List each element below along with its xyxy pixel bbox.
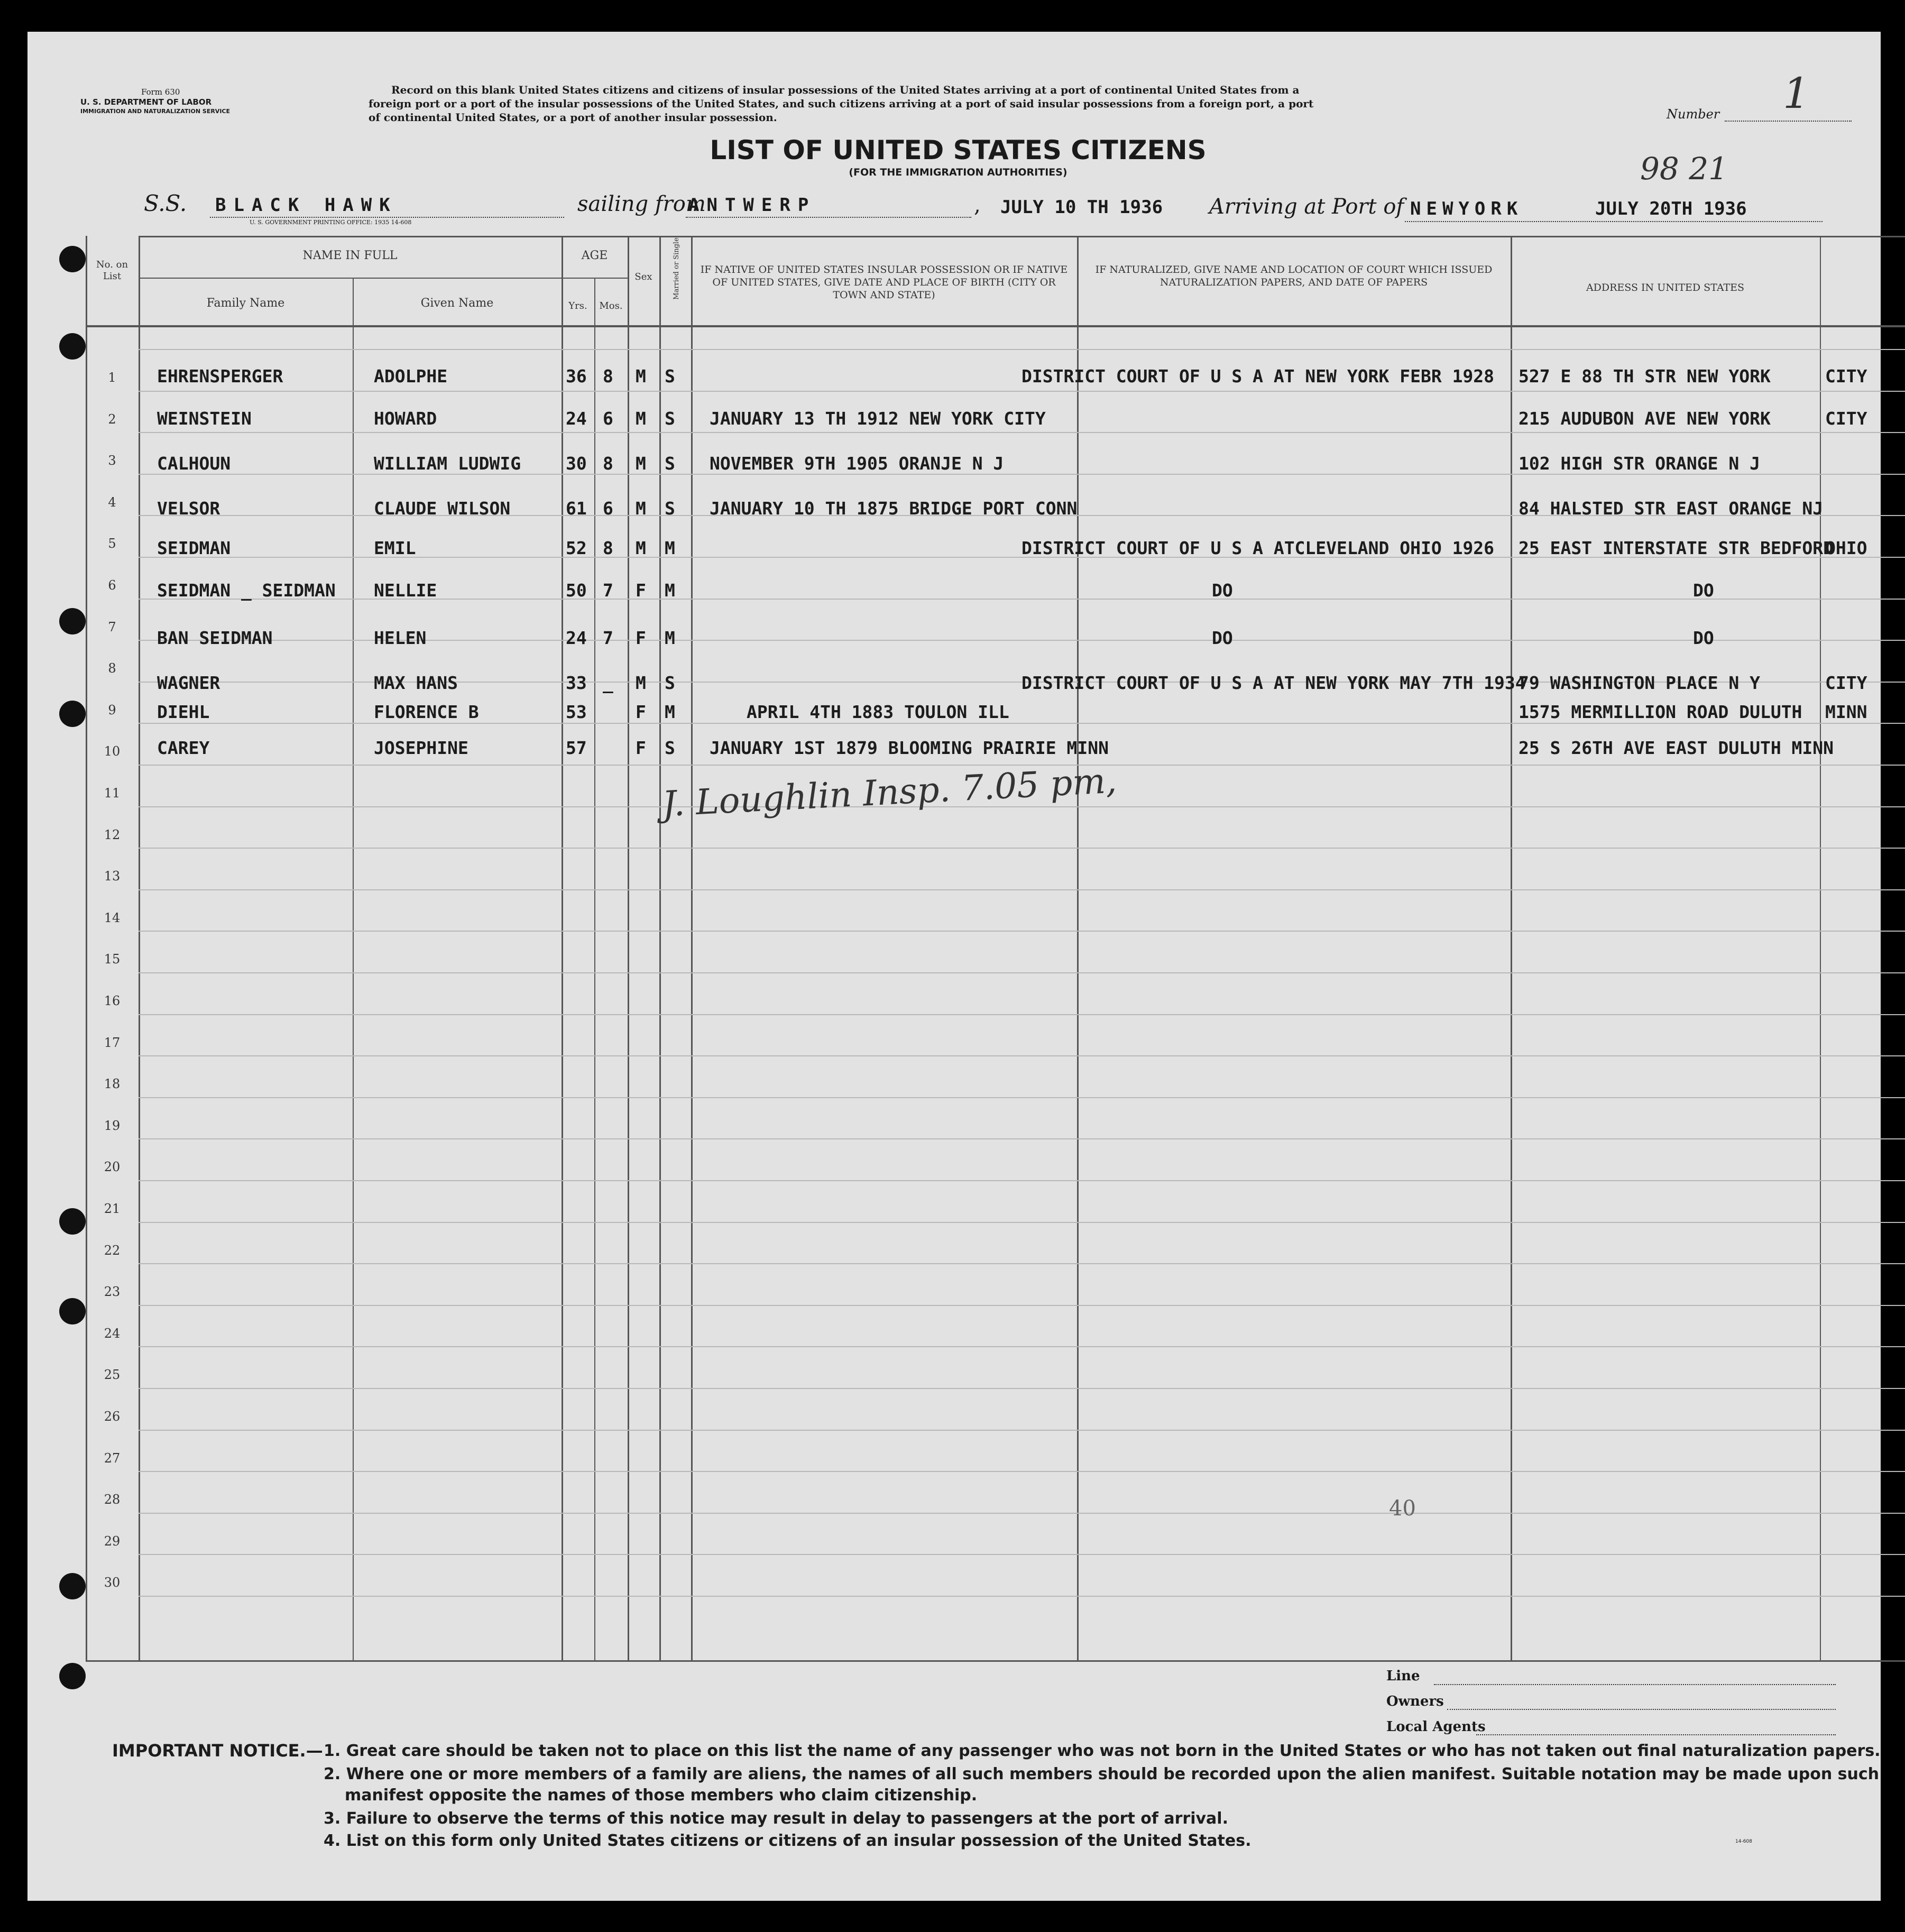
- marital-status-cell: S: [665, 738, 675, 758]
- birthplace-cell: APRIL 4TH 1883 TOULON ILL: [747, 702, 1009, 722]
- ruled-line: [139, 1430, 1905, 1431]
- sex-cell: M: [636, 538, 646, 558]
- ruled-line: [139, 1305, 1905, 1306]
- age-months-cell: 8: [603, 453, 613, 474]
- punch-hole: [59, 246, 86, 272]
- notice-item-1: 1. Great care should be taken not to place on this list the name of any passenger who was not born in the United States or who has not taken out final naturalization papers.: [324, 1742, 1881, 1760]
- ruled-line: [139, 1388, 1905, 1389]
- printing-office: U. S. GOVERNMENT PRINTING OFFICE: 1935 14-608: [250, 219, 412, 226]
- punch-hole: [59, 1298, 86, 1324]
- owners-field: [1447, 1709, 1836, 1710]
- arriving-label: Arriving at Port of: [1209, 195, 1404, 219]
- birthplace-cell: JANUARY 1ST 1879 BLOOMING PRAIRIE MINN: [710, 738, 1109, 758]
- local-agents-label: Local Agents: [1386, 1719, 1486, 1735]
- address-city-cell: MINN: [1825, 702, 1867, 722]
- age-years-cell: 33: [566, 673, 587, 693]
- ruled-line: [139, 1180, 1905, 1181]
- row-number: 18: [104, 1077, 121, 1092]
- form-number: Form 630: [141, 87, 180, 97]
- sex-cell: M: [636, 673, 646, 693]
- given-name-cell: HOWARD: [374, 408, 437, 429]
- row-number: 2: [108, 411, 116, 427]
- family-name-cell: CAREY: [157, 738, 210, 758]
- col-divider: [659, 236, 661, 1660]
- row-number: 20: [104, 1160, 121, 1175]
- row-number: 16: [104, 993, 121, 1008]
- address-cell: 215 AUDUBON AVE NEW YORK: [1519, 408, 1771, 429]
- naturalization-court-cell: DISTRICT COURT OF U S A AT NEW YORK MAY 7TH 1934: [1021, 673, 1526, 693]
- family-name-cell: VELSOR: [157, 498, 220, 519]
- age-years-cell: 24: [566, 408, 587, 429]
- age-years-cell: 57: [566, 738, 587, 758]
- punch-hole: [59, 333, 86, 360]
- row-number: 7: [108, 619, 116, 634]
- row-number: 28: [104, 1492, 121, 1507]
- name-subheader-line: [139, 278, 562, 279]
- stamp-number: 40: [1389, 1496, 1416, 1521]
- col-divider: [139, 236, 140, 1660]
- owners-label: Owners: [1386, 1694, 1444, 1709]
- address-city-cell: OHIO: [1825, 538, 1867, 558]
- address-cell: DO: [1693, 628, 1714, 648]
- age-months-cell: 8: [603, 538, 613, 558]
- notice-item-2b: manifest opposite the names of those members who claim citizenship.: [345, 1786, 978, 1805]
- ruled-line: [139, 1263, 1905, 1264]
- manifest-sheet: [27, 32, 1881, 1901]
- age-years-cell: 30: [566, 453, 587, 474]
- ruled-line: [139, 432, 1905, 433]
- date-to: JULY 20TH 1936: [1595, 198, 1747, 219]
- col-divider: [594, 278, 595, 1660]
- age-months-cell: _: [603, 673, 613, 693]
- ruled-line: [139, 889, 1905, 890]
- header-naturalized: IF NATURALIZED, GIVE NAME AND LOCATION OF COURT WHICH ISSUED NATURALIZATION PAPERS, AND DATE OF PAPERS: [1095, 264, 1493, 288]
- family-name-cell: WEINSTEIN: [157, 408, 252, 429]
- sex-cell: F: [636, 580, 646, 601]
- line-field: [1434, 1684, 1836, 1685]
- row-number: 11: [104, 786, 121, 801]
- header-yrs: Yrs.: [568, 300, 587, 311]
- col-divider: [1077, 236, 1079, 1660]
- header-mos: Mos.: [599, 300, 623, 311]
- ruled-line: [139, 1014, 1905, 1015]
- family-name-cell: CALHOUN: [157, 453, 231, 474]
- age-years-cell: 53: [566, 702, 587, 722]
- port-to-underline: [1405, 221, 1823, 222]
- given-name-cell: MAX HANS: [374, 673, 458, 693]
- col-divider: [562, 236, 563, 1660]
- age-months-cell: 8: [603, 366, 613, 387]
- row-number: 26: [104, 1409, 121, 1424]
- row-number: 21: [104, 1201, 121, 1216]
- given-name-cell: JOSEPHINE: [374, 738, 468, 758]
- local-agents-field: [1476, 1734, 1836, 1735]
- naturalization-court-cell: DO: [1212, 580, 1233, 601]
- sex-cell: F: [636, 738, 646, 758]
- header-address: ADDRESS IN UNITED STATES: [1586, 282, 1745, 293]
- ruled-line: [139, 1222, 1905, 1223]
- header-birth: IF NATIVE OF UNITED STATES INSULAR POSSESSION OR IF NATIVE OF UNITED STATES, GIVE DATE AND PLACE OF BIRTH (CITY OR TOWN AND STATE): [700, 264, 1068, 301]
- header-given-name: Given Name: [420, 297, 494, 310]
- address-cell: 1575 MERMILLION ROAD DULUTH: [1519, 702, 1802, 722]
- notice-item-4: 4. List on this form only United States citizens or citizens of an insular possession of the United States.: [324, 1832, 1251, 1850]
- header-no-on-list: No. on List: [96, 259, 128, 282]
- address-cell: 527 E 88 TH STR NEW YORK: [1519, 366, 1771, 387]
- ship-label: S.S.: [144, 190, 187, 216]
- header-sex: Sex: [634, 271, 652, 282]
- number-underline: [1725, 121, 1852, 122]
- col-divider: [1511, 236, 1512, 1660]
- row-number: 27: [104, 1450, 121, 1466]
- header-bottom-border: [86, 325, 1905, 327]
- ruled-line: [139, 723, 1905, 724]
- naturalization-court-cell: DO: [1212, 628, 1233, 648]
- instructions-line-3: of continental United States, or a port of another insular possession.: [369, 111, 777, 124]
- port-from-underline: [686, 217, 971, 218]
- marital-status-cell: M: [665, 702, 675, 722]
- family-name-cell: SEIDMAN _ SEIDMAN: [157, 580, 336, 601]
- sex-cell: M: [636, 453, 646, 474]
- given-name-cell: FLORENCE B: [374, 702, 479, 722]
- row-number: 3: [108, 453, 116, 468]
- row-number: 4: [108, 494, 116, 510]
- table-bottom-border: [86, 1660, 1905, 1662]
- sheet-reference: 98 21: [1640, 151, 1728, 187]
- family-name-cell: SEIDMAN: [157, 538, 231, 558]
- row-number: 10: [104, 744, 121, 759]
- sex-cell: F: [636, 702, 646, 722]
- marital-status-cell: S: [665, 673, 675, 693]
- ruled-line: [139, 1596, 1905, 1597]
- row-number: 8: [108, 661, 116, 676]
- address-cell: 84 HALSTED STR EAST ORANGE NJ: [1519, 498, 1824, 519]
- punch-hole: [59, 1573, 86, 1599]
- ruled-line: [139, 972, 1905, 973]
- sex-cell: M: [636, 408, 646, 429]
- ruled-line: [139, 474, 1905, 475]
- header-married-single: Married or Single: [673, 237, 680, 300]
- port-from: ANTWERP: [688, 195, 816, 216]
- family-name-cell: BAN SEIDMAN: [157, 628, 273, 648]
- ruled-line: [139, 349, 1905, 350]
- header-age: AGE: [581, 249, 608, 262]
- col-divider: [353, 278, 354, 1660]
- sex-cell: F: [636, 628, 646, 648]
- page-title: LIST OF UNITED STATES CITIZENS: [710, 135, 1207, 165]
- punch-hole: [59, 701, 86, 727]
- ruled-line: [139, 1346, 1905, 1347]
- row-number: 5: [108, 536, 116, 551]
- family-name-cell: EHRENSPERGER: [157, 366, 283, 387]
- address-cell: DO: [1693, 580, 1714, 601]
- sex-cell: M: [636, 498, 646, 519]
- row-number: 29: [104, 1533, 121, 1549]
- marital-status-cell: S: [665, 453, 675, 474]
- given-name-cell: ADOLPHE: [374, 366, 448, 387]
- birthplace-cell: JANUARY 10 TH 1875 BRIDGE PORT CONN: [710, 498, 1078, 519]
- address-city-cell: CITY: [1825, 366, 1867, 387]
- ruled-line: [139, 1097, 1905, 1098]
- row-number: 24: [104, 1326, 121, 1341]
- age-years-cell: 52: [566, 538, 587, 558]
- age-years-cell: 24: [566, 628, 587, 648]
- row-number: 22: [104, 1243, 121, 1258]
- punch-hole: [59, 608, 86, 634]
- given-name-cell: WILLIAM LUDWIG: [374, 453, 521, 474]
- instructions-line-1: Record on this blank United States citizens and citizens of insular possessions of the United States arriving at a port of continental United States from a: [391, 84, 1300, 96]
- age-months-cell: 6: [603, 498, 613, 519]
- ruled-line: [139, 1513, 1905, 1514]
- ship-underline: [210, 217, 564, 218]
- given-name-cell: NELLIE: [374, 580, 437, 601]
- form-department: U. S. DEPARTMENT OF LABOR: [80, 97, 212, 107]
- marital-status-cell: S: [665, 498, 675, 519]
- table-top-border: [139, 236, 1905, 237]
- marital-status-cell: S: [665, 408, 675, 429]
- header-name-in-full: NAME IN FULL: [302, 249, 398, 262]
- birthplace-cell: JANUARY 13 TH 1912 NEW YORK CITY: [710, 408, 1046, 429]
- col-divider: [691, 236, 693, 1660]
- comma: ,: [974, 193, 981, 217]
- page-subtitle: (FOR THE IMMIGRATION AUTHORITIES): [849, 167, 1067, 178]
- inspector-signature: J. Loughlin Insp. 7.05 pm,: [661, 760, 1118, 825]
- sex-cell: M: [636, 366, 646, 387]
- row-number: 12: [104, 827, 121, 842]
- address-city-cell: CITY: [1825, 673, 1867, 693]
- notice-heading: IMPORTANT NOTICE.—: [112, 1741, 323, 1761]
- given-name-cell: HELEN: [374, 628, 427, 648]
- port-to: NEWYORK: [1410, 198, 1523, 219]
- address-cell: 25 S 26TH AVE EAST DULUTH MINN: [1519, 738, 1834, 758]
- row-number: 15: [104, 952, 121, 967]
- address-city-cell: CITY: [1825, 408, 1867, 429]
- family-name-cell: DIEHL: [157, 702, 210, 722]
- marital-status-cell: M: [665, 628, 675, 648]
- header-family-name: Family Name: [206, 297, 285, 310]
- footer-code: 14-608: [1735, 1839, 1752, 1844]
- sailing-label: sailing from: [577, 192, 706, 216]
- address-cell: 25 EAST INTERSTATE STR BEDFORD: [1519, 538, 1834, 558]
- address-cell: 102 HIGH STR ORANGE N J: [1519, 453, 1760, 474]
- address-cell: 79 WASHINGTON PLACE N Y: [1519, 673, 1760, 693]
- ship-name: BLACK HAWK: [215, 195, 398, 216]
- age-years-cell: 50: [566, 580, 587, 601]
- age-years-cell: 36: [566, 366, 587, 387]
- age-months-cell: 7: [603, 580, 613, 601]
- naturalization-court-cell: DISTRICT COURT OF U S A ATCLEVELAND OHIO 1926: [1021, 538, 1495, 558]
- row-number: 23: [104, 1284, 121, 1300]
- row-number: 17: [104, 1035, 121, 1050]
- col-divider: [1820, 236, 1821, 1660]
- row-number: 14: [104, 910, 121, 925]
- punch-hole: [59, 1208, 86, 1235]
- punch-hole: [59, 1663, 86, 1689]
- ruled-line: [139, 1471, 1905, 1472]
- family-name-cell: WAGNER: [157, 673, 220, 693]
- age-months-cell: 7: [603, 628, 613, 648]
- given-name-cell: CLAUDE WILSON: [374, 498, 511, 519]
- age-years-cell: 61: [566, 498, 587, 519]
- date-from: JULY 10 TH 1936: [1000, 197, 1163, 218]
- ruled-line: [139, 806, 1905, 807]
- ruled-line: [139, 848, 1905, 849]
- birthplace-cell: NOVEMBER 9TH 1905 ORANJE N J: [710, 453, 1004, 474]
- row-number: 25: [104, 1367, 121, 1383]
- ruled-line: [139, 931, 1905, 932]
- marital-status-cell: S: [665, 366, 675, 387]
- col-divider: [86, 236, 87, 1660]
- row-number: 1: [108, 370, 116, 385]
- marital-status-cell: M: [665, 538, 675, 558]
- ruled-line: [139, 1055, 1905, 1056]
- age-months-cell: 6: [603, 408, 613, 429]
- row-number: 30: [104, 1575, 121, 1590]
- form-service: IMMIGRATION AND NATURALIZATION SERVICE: [80, 108, 231, 115]
- row-number: 9: [108, 702, 116, 717]
- number-label: Number: [1667, 107, 1720, 122]
- ruled-line: [139, 1554, 1905, 1555]
- ruled-line: [139, 1138, 1905, 1139]
- row-number: 13: [104, 869, 121, 884]
- number-value: 1: [1783, 69, 1810, 118]
- notice-item-2a: 2. Where one or more members of a family are aliens, the names of all such members should be recorded upon the alien manifest. Suitable notation may be made upon such: [324, 1765, 1880, 1783]
- naturalization-court-cell: DISTRICT COURT OF U S A AT NEW YORK FEBR 1928: [1021, 366, 1495, 387]
- col-divider: [628, 236, 629, 1660]
- marital-status-cell: M: [665, 580, 675, 601]
- line-label: Line: [1386, 1668, 1420, 1684]
- notice-item-3: 3. Failure to observe the terms of this notice may result in delay to passengers at the port of arrival.: [324, 1809, 1228, 1828]
- instructions-line-2: foreign port or a port of the insular possessions of the United States, and such citizens arriving at a port of said insular possessions from a foreign port, a port: [369, 97, 1314, 110]
- row-number: 19: [104, 1118, 121, 1133]
- given-name-cell: EMIL: [374, 538, 416, 558]
- row-number: 6: [108, 578, 116, 593]
- ruled-line: [139, 391, 1905, 392]
